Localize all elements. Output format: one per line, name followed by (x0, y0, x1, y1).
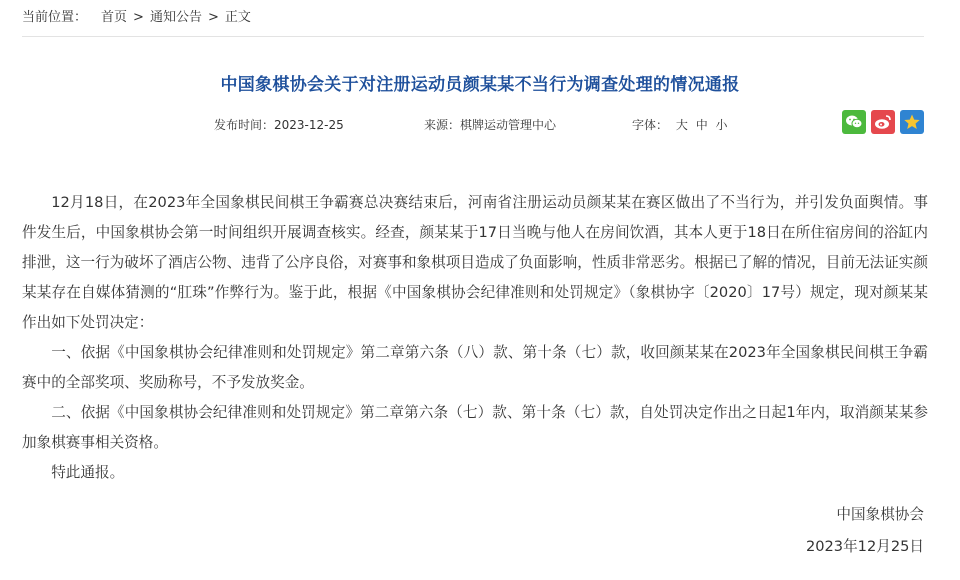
header-divider (22, 36, 924, 37)
publish-label: 发布时间： (214, 118, 275, 132)
breadcrumb-home-link[interactable]: 首页 (101, 10, 128, 25)
article-body (22, 188, 928, 488)
breadcrumb-separator: > (207, 10, 219, 25)
font-size-label: 字体： (632, 118, 669, 132)
paragraph-decision-1: 一、依据《中国象棋协会纪律准则和处罚规定》第二章第六条（八）款、第十条（七）款，收回颜某某在2023年全国象棋民间棋王争霸赛中的全部奖项、奖励称号，不予发放奖金。 (22, 344, 928, 391)
breadcrumb-notices-link[interactable]: 通知公告 (149, 10, 202, 25)
signature-org: 中国象棋协会 (836, 506, 924, 523)
cut-off-text-fragment (416, 572, 526, 580)
signature-date: 2023年12月25日 (805, 538, 924, 555)
paragraph-decision-2: 二、依据《中国象棋协会纪律准则和处罚规定》第二章第六条（七）款、第十条（七）款，自处罚决定作出之日起1年内，取消颜某某参加象棋赛事相关资格。 (22, 404, 928, 451)
qzone-star-icon (903, 113, 921, 131)
font-size-large-button[interactable]: 大 (675, 118, 688, 132)
font-size-control (632, 116, 728, 133)
share-wechat-button[interactable] (842, 110, 866, 134)
source-label: 来源： (424, 118, 461, 132)
paragraph-closing: 特此通报。 (51, 464, 125, 481)
source-name: 棋牌运动管理中心 (460, 118, 557, 132)
publish-date: 2023-12-25 (274, 118, 344, 132)
paragraph-intro: 12月18日，在2023年全国象棋民间棋王争霸赛总决赛结束后，河南省注册运动员颜某某在赛区做出了不当行为，并引发负面舆情。事件发生后，中国象棋协会第一时间组织开展调查核实。经查，颜某某于17日当晚与他人在房间饮酒，其本人更于18日在所住宿房间的浴缸内排泄，这一行为破坏了酒店公物、违背了公序良俗，对赛事和象棋项目造成了负面影响，性质非常恶劣。根据已了解的情况，目前无法证实颜某某存在自媒体猜测的“肛珠”作弊行为。鉴于此，根据《中国象棋协会纪律准则和处罚规定》（象棋协字〔2020〕17号）规定，现对颜某某作出如下处罚决定： (22, 194, 928, 331)
breadcrumb-separator: > (133, 10, 144, 25)
font-size-medium-button[interactable]: 中 (695, 118, 708, 132)
breadcrumb (22, 8, 251, 28)
publish-info (214, 116, 344, 133)
breadcrumb-current: 正文 (224, 10, 251, 25)
breadcrumb-label: 当前位置： (22, 10, 88, 25)
share-weibo-button[interactable] (871, 110, 895, 134)
font-size-small-button[interactable]: 小 (715, 118, 728, 132)
source-info (424, 116, 556, 133)
wechat-icon (845, 114, 863, 130)
weibo-icon (874, 114, 892, 130)
article-title: 中国象棋协会关于对注册运动员颜某某不当行为调查处理的情况通报 (220, 75, 740, 95)
share-qzone-button[interactable] (900, 110, 924, 134)
